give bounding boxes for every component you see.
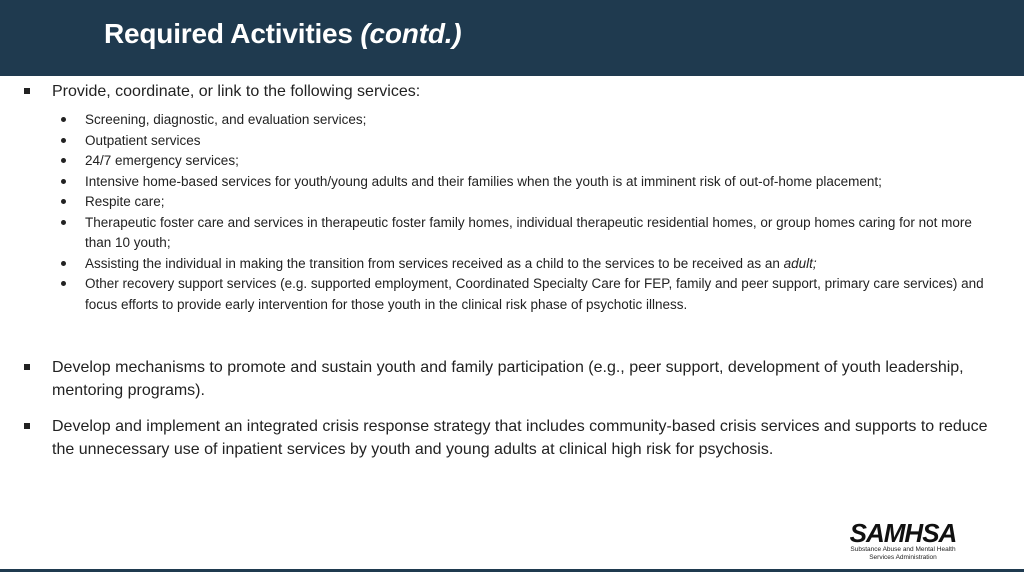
sub-item-text: Therapeutic foster care and services in therapeutic foster family homes, individual therapeutic residential homes, or group homes caring for not more than 10 youth; [85,214,972,250]
sub-item [0,213,1024,254]
bullet-text: Develop and implement an integrated crisis response strategy that includes community-based crisis services and supports to reduce the unnecessary use of inpatient services by youth and young adults at clinical high risk for psychosis. [52,418,988,458]
sub-item [0,131,1024,152]
round-bullet-icon [61,281,66,286]
title-suffix: (contd.) [360,18,462,49]
round-bullet-icon [61,261,66,266]
square-bullet-icon [24,364,30,370]
logo-subtitle-line1: Substance Abuse and Mental Health [850,546,956,553]
footer-divider [0,569,1024,572]
sub-item-text [85,254,990,275]
sub-item-text-emphasis: adult; [783,255,817,271]
sub-item-text: Other recovery support services (e.g. supported employment, Coordinated Specialty Care for FEP, family and peer support, primary care services) and focus efforts to provide early intervention for those youth in the clinical risk phase of psychotic illness. [85,276,984,312]
round-bullet-icon [61,138,66,143]
slide-header [0,0,1024,76]
square-bullet-icon [24,423,30,429]
sub-item-text: 24/7 emergency services; [85,153,239,168]
sub-item [0,151,1024,172]
sub-item-text: Screening, diagnostic, and evaluation services; [85,112,367,127]
sub-item-text: Outpatient services [85,132,201,148]
title-main: Required Activities [104,18,353,49]
sub-item [0,110,1024,131]
sub-item [0,192,1024,213]
sub-item [0,254,1024,275]
sub-item-text-plain: Assisting the individual in making the transition from services received as a child to the services to be received as an [85,255,780,271]
bullet-text: Develop mechanisms to promote and sustain youth and family participation (e.g., peer support, development of youth leadership, mentoring programs). [52,359,964,399]
round-bullet-icon [61,117,66,122]
round-bullet-icon [61,158,66,163]
bullet-text: Provide, coordinate, or link to the following services: [52,83,421,100]
sub-item [0,274,1024,315]
sub-item-text: Intensive home-based services for youth/young adults and their families when the youth is at imminent risk of out-of-home placement; [85,173,882,189]
square-bullet-icon [24,88,30,94]
logo-wordmark: SAMHSA [849,518,957,548]
round-bullet-icon [61,220,66,225]
sub-item-text: Respite care; [85,194,165,209]
services-sub-list [0,110,1024,315]
slide-title [104,18,461,50]
round-bullet-icon [61,179,66,184]
round-bullet-icon [61,199,66,204]
sub-item [0,172,1024,193]
samhsa-logo [838,520,968,568]
logo-subtitle-line2: Services Administration [869,554,937,561]
